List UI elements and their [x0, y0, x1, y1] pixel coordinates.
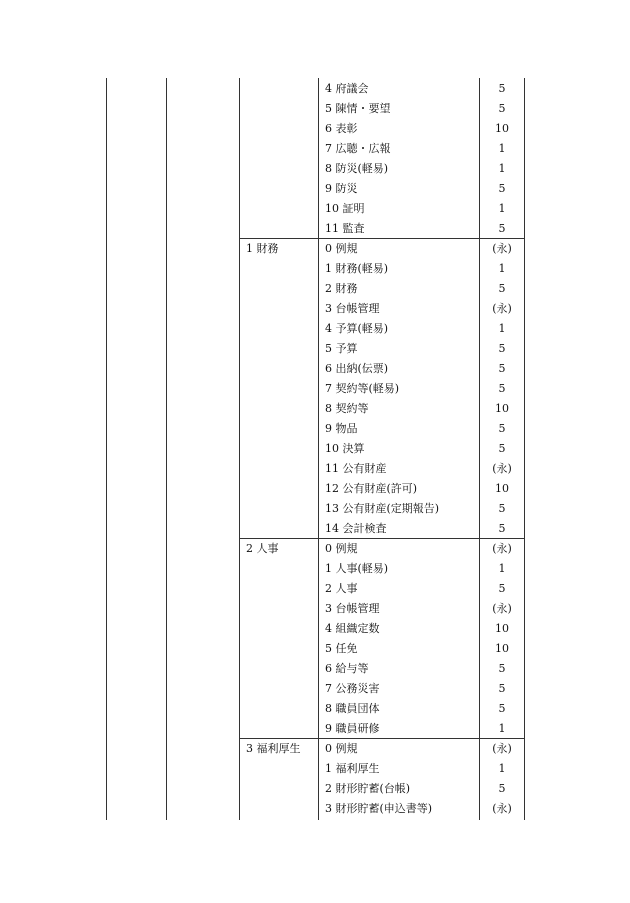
retention-period-cell: 5 — [498, 282, 506, 295]
table-row — [0, 519, 630, 539]
retention-period-cell: (永) — [492, 302, 512, 315]
retention-period-cell: 5 — [498, 442, 506, 455]
retention-period-cell: 5 — [498, 422, 506, 435]
item-cell: 2 人事 — [325, 582, 358, 595]
retention-period-cell: 5 — [498, 382, 506, 395]
retention-period-cell: 1 — [498, 722, 506, 735]
table-row — [0, 399, 630, 419]
retention-period-cell: 1 — [498, 562, 506, 575]
table-row — [0, 619, 630, 639]
retention-period-cell: (永) — [492, 462, 512, 475]
table-row — [0, 559, 630, 579]
item-cell: 2 財形貯蓄(台帳) — [325, 782, 411, 795]
item-cell: 8 契約等 — [325, 402, 369, 415]
table-row — [0, 299, 630, 319]
retention-period-cell: 5 — [498, 662, 506, 675]
item-cell: 1 人事(軽易) — [325, 562, 389, 575]
item-cell: 6 表彰 — [325, 122, 358, 135]
retention-period-cell: 5 — [498, 342, 506, 355]
table-row — [0, 679, 630, 699]
item-cell: 12 公有財産(許可) — [325, 482, 418, 495]
item-cell: 1 財務(軽易) — [325, 262, 389, 275]
table-row — [0, 139, 630, 159]
table-row — [0, 119, 630, 139]
item-cell: 7 広聴・広報 — [325, 142, 391, 155]
table-row — [0, 339, 630, 359]
table-row — [0, 379, 630, 399]
item-cell: 3 台帳管理 — [325, 602, 380, 615]
table-row — [0, 259, 630, 279]
item-cell: 0 例規 — [325, 742, 358, 755]
retention-period-cell: 5 — [498, 702, 506, 715]
item-cell: 13 公有財産(定期報告) — [325, 502, 440, 515]
table-row — [0, 779, 630, 799]
retention-period-cell: (永) — [492, 542, 512, 555]
table-row — [0, 499, 630, 519]
retention-period-cell: 5 — [498, 222, 506, 235]
table-row — [0, 699, 630, 719]
retention-period-cell: 5 — [498, 102, 506, 115]
table-row — [0, 439, 630, 459]
table-row — [0, 759, 630, 779]
table-row — [0, 739, 630, 759]
item-cell: 9 職員研修 — [325, 722, 380, 735]
subcategory-cell: 1 財務 — [246, 242, 279, 255]
table-row — [0, 159, 630, 179]
retention-period-cell: (永) — [492, 602, 512, 615]
item-cell: 9 防災 — [325, 182, 358, 195]
retention-period-cell: 5 — [498, 682, 506, 695]
item-cell: 5 任免 — [325, 642, 358, 655]
item-cell: 6 給与等 — [325, 662, 369, 675]
retention-period-cell: 1 — [498, 202, 506, 215]
item-cell: 3 財形貯蓄(申込書等) — [325, 802, 433, 815]
table-row — [0, 99, 630, 119]
item-cell: 4 予算(軽易) — [325, 322, 389, 335]
item-cell: 10 証明 — [325, 202, 365, 215]
retention-period-cell: (永) — [492, 242, 512, 255]
retention-period-cell: 5 — [498, 782, 506, 795]
item-cell: 11 監査 — [325, 222, 365, 235]
retention-period-cell: 1 — [498, 262, 506, 275]
table-row — [0, 219, 630, 239]
table-row — [0, 639, 630, 659]
retention-period-cell: 5 — [498, 582, 506, 595]
retention-period-cell: 1 — [498, 322, 506, 335]
retention-period-cell: (永) — [492, 742, 512, 755]
item-cell: 7 公務災害 — [325, 682, 380, 695]
item-cell: 0 例規 — [325, 542, 358, 555]
table-row — [0, 179, 630, 199]
table-row — [0, 419, 630, 439]
table-row — [0, 359, 630, 379]
item-cell: 4 府議会 — [325, 82, 369, 95]
table-row — [0, 79, 630, 99]
table-row — [0, 599, 630, 619]
table-row — [0, 279, 630, 299]
retention-period-cell: (永) — [492, 802, 512, 815]
retention-period-cell: 5 — [498, 82, 506, 95]
retention-period-cell: 1 — [498, 142, 506, 155]
retention-period-cell: 1 — [498, 162, 506, 175]
subcategory-cell: 3 福利厚生 — [246, 742, 301, 755]
item-cell: 11 公有財産 — [325, 462, 387, 475]
item-cell: 0 例規 — [325, 242, 358, 255]
item-cell: 5 陳情・要望 — [325, 102, 391, 115]
item-cell: 7 契約等(軽易) — [325, 382, 400, 395]
item-cell: 14 会計検査 — [325, 522, 387, 535]
retention-period-cell: 10 — [495, 122, 509, 135]
item-cell: 8 職員団体 — [325, 702, 380, 715]
item-cell: 9 物品 — [325, 422, 358, 435]
retention-period-cell: 10 — [495, 622, 509, 635]
table-row — [0, 459, 630, 479]
item-cell: 8 防災(軽易) — [325, 162, 389, 175]
retention-period-cell: 10 — [495, 402, 509, 415]
item-cell: 10 決算 — [325, 442, 365, 455]
retention-period-cell: 10 — [495, 482, 509, 495]
table-row — [0, 199, 630, 219]
table-row — [0, 319, 630, 339]
retention-period-cell: 5 — [498, 182, 506, 195]
item-cell: 3 台帳管理 — [325, 302, 380, 315]
table-row — [0, 659, 630, 679]
item-cell: 4 組織定数 — [325, 622, 380, 635]
item-cell: 5 予算 — [325, 342, 358, 355]
retention-period-cell: 5 — [498, 502, 506, 515]
table-row — [0, 719, 630, 739]
retention-period-cell: 10 — [495, 642, 509, 655]
item-cell: 1 福利厚生 — [325, 762, 380, 775]
subcategory-cell: 2 人事 — [246, 542, 279, 555]
table-row — [0, 579, 630, 599]
table-row — [0, 539, 630, 559]
retention-period-cell: 5 — [498, 362, 506, 375]
retention-period-cell: 5 — [498, 522, 506, 535]
item-cell: 6 出納(伝票) — [325, 362, 389, 375]
item-cell: 2 財務 — [325, 282, 358, 295]
table-row — [0, 479, 630, 499]
retention-period-cell: 1 — [498, 762, 506, 775]
table-row — [0, 239, 630, 259]
table-row — [0, 799, 630, 819]
